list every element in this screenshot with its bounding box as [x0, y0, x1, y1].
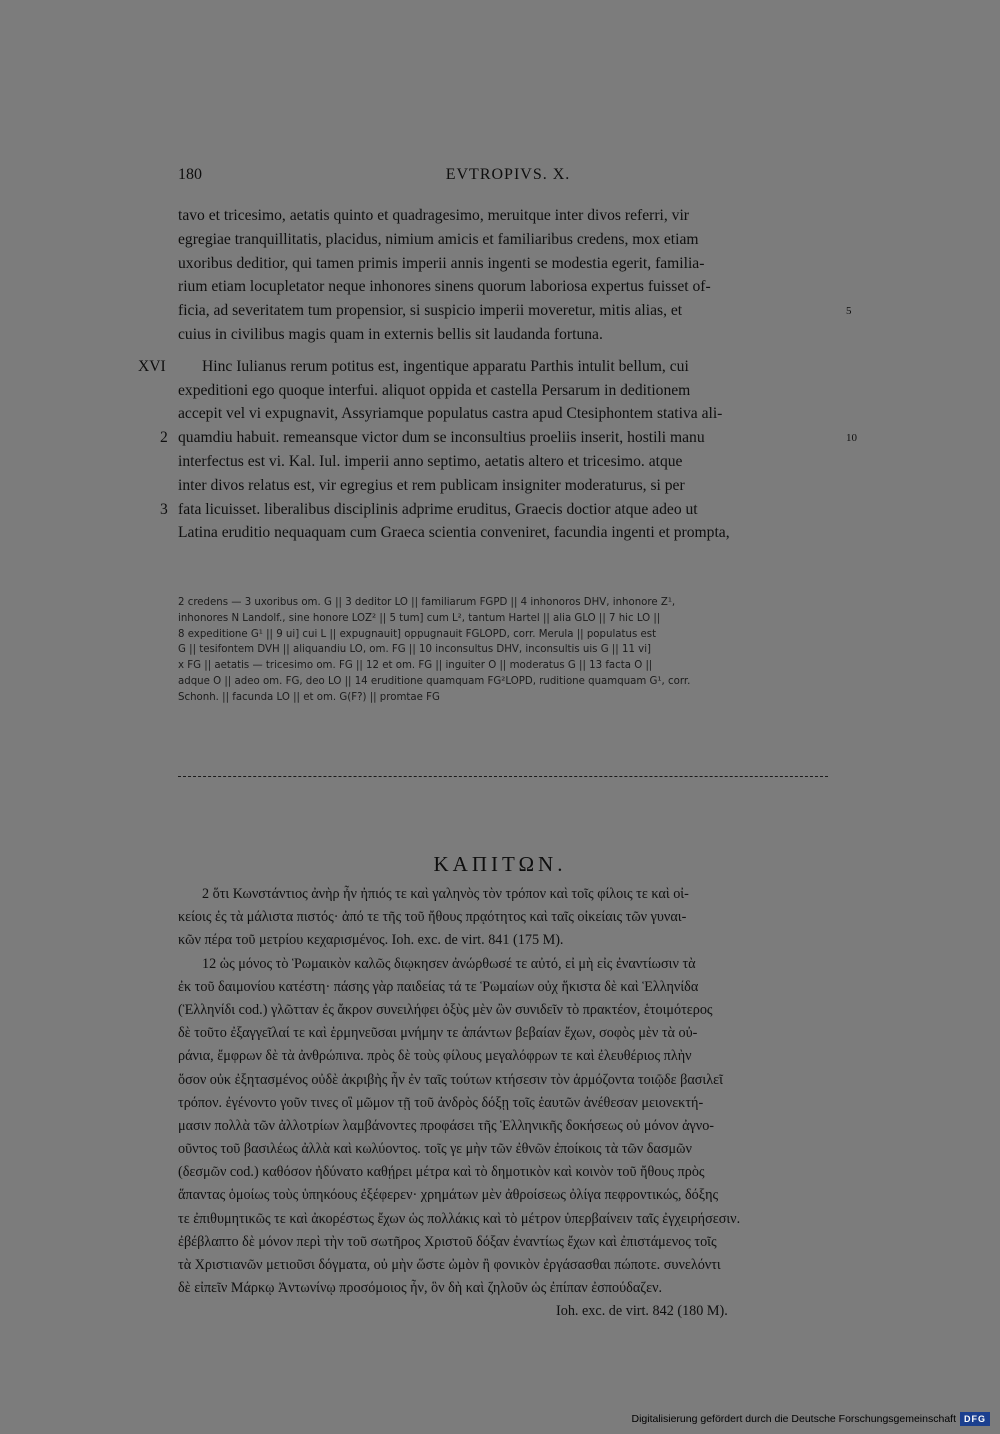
greek-line: τρόπον. ἐγένοντο γοῦν τινες οἳ μῶμον τῇ τοῦ ἀνδρὸς δόξῃ τοῖς ἑαυτῶν ἀνέθεσαν μειονεκτή-: [178, 1094, 704, 1111]
running-title: EVTROPIVS. X.: [445, 166, 571, 183]
text-line: [178, 402, 840, 426]
greek-line: δὲ τοῦτο ἐξαγγεῖλαί τε καὶ ἑρμηνεῦσαι μνήμην τε ἁπάντων βεβαίαν ἔχων, σοφὸς μὲν τὰ οὐ-: [178, 1025, 698, 1042]
latin-text-block: [138, 204, 857, 545]
greek-text-block: [178, 883, 840, 1324]
text-line: [178, 275, 840, 299]
line-text: cuius in civilibus magis quam in externis bellis sit laudanda fortuna.: [178, 325, 603, 343]
line-text: ficia, ad severitatem tum propensior, si suspicio imperii moveretur, mitis alias, et: [178, 302, 683, 320]
source-reference: Ioh. exc. de virt. 842 (180 M).: [556, 1303, 728, 1320]
footer-text: Digitalisierung gefördert durch die Deutsche Forschungsgemeinschaft: [631, 1413, 956, 1425]
greek-line: μασιν πολλὰ τῶν ἀλλοτρίων λαμβάνοντες προφάσει τῆς Ἑλληνικῆς δοκήσεως οὐ μόνον ἀγνο-: [178, 1117, 715, 1134]
line-text: Latina eruditio nequaquam cum Graeca scientia conveniret, facundia ingenti et prompta,: [178, 524, 730, 542]
line-text: egregiae tranquillitatis, placidus, nimium amicis et familiaribus credens, mox etiam: [178, 230, 699, 248]
greek-line: 12 ὡς μόνος τὸ Ῥωμαικὸν καλῶς διῳκησεν ἀνώρθωσέ τε αὐτό, εἰ μὴ εἰς ἐναντίωσιν τὰ: [202, 955, 696, 972]
greek-line: τὰ Χριστιανῶν μετιοῦσι δόγματα, οὐ μὴν ὥστε ὠμὸν ἢ φονικὸν ἐργάσασθαι πώποτε. συνελόντι: [178, 1257, 721, 1273]
text-line: [178, 204, 840, 228]
greek-line: οῦντος τοῦ βασιλέως ἀλλὰ καὶ κωλύοντος. τοῖς γε μὴν τῶν ἐθνῶν ἐποίκοις τὰ τῶν δασμῶν: [178, 1141, 692, 1158]
greek-line: ἅπαντας ὁμοίως τοὺς ὑπηκόους ἐξέφερεν· χρημάτων μὲν ἀθροίσεως ὀλίγα πεφροντικώς, δόξης: [178, 1187, 719, 1204]
greek-line: 2 ὅτι Κωνστάντιος ἀνὴρ ἦν ἠπιός τε καὶ γαληνὸς τὸν τρόπον καὶ τοῖς φίλοις τε καὶ οἰ-: [202, 886, 689, 902]
apparatus-line: x FG || aetatis — tricesimo om. FG || 12 et om. FG || inguiter O || moderatus G || 13 facta O ||: [178, 660, 653, 672]
line-text: Hinc Iulianus rerum potitus est, ingentique apparatu Parthis intulit bellum, cui: [202, 357, 689, 375]
text-line: [178, 379, 840, 403]
page-header: [178, 166, 838, 190]
text-line: [178, 252, 840, 276]
page-number: 180: [178, 166, 202, 183]
line-text: quamdiu habuit. remeansque victor dum se inconsultius proeliis inserit, hostili manu: [178, 429, 705, 447]
text-line: [178, 450, 840, 474]
line-text: expeditioni ego quoque interfui. aliquot oppida et castella Persarum in deditionem: [178, 381, 691, 399]
text-line: [138, 355, 840, 379]
greek-line: κείοις ἐς τὰ μάλιστα πιστός· ἀπό τε τῆς τοῦ ἤθους πρᾳότητος καὶ ταῖς οἰκείαις τῶν γυναι-: [178, 909, 687, 926]
margin-section-number: 3: [160, 500, 168, 518]
text-line: [178, 521, 840, 545]
paragraph-gap: [178, 347, 840, 355]
line-text: uxoribus deditior, qui tamen primis imperii annis ingenti se modestia egerit, familia-: [178, 254, 705, 272]
critical-apparatus: [178, 595, 840, 706]
margin-section-number: XVI: [138, 357, 166, 375]
dfg-logo: DFG: [960, 1412, 990, 1426]
greek-line: ἐβέβλαπτο δὲ μόνον περὶ τὴν τοῦ σωτῆρος Χριστοῦ δόξαν ἐναντίως ἔχων καὶ ἐπιστάμενος τοῖς: [178, 1233, 717, 1250]
footer-credit: [631, 1412, 990, 1426]
line-text: accepit vel vi expugnavit, Assyriamque populatus castra apud Ctesiphontem stativa ali-: [178, 405, 723, 423]
greek-section-title: ΚΑΠΙΤΩΝ.: [433, 852, 567, 876]
margin-line-number: 10: [846, 432, 857, 445]
text-line: [178, 323, 840, 347]
greek-line: δὲ εἰπεῖν Μάρκῳ Ἀντωνίνῳ προσόμοιος ἦν, ὃν δὴ καὶ ζηλοῦν ὡς ἐπίπαν ἐσπούδαζεν.: [178, 1280, 663, 1297]
greek-line: κῶν πέρα τοῦ μετρίου κεχαρισμένος. Ioh. exc. de virt. 841 (175 M).: [178, 932, 564, 949]
line-text: fata licuisset. liberalibus disciplinis adprime eruditus, Graecis doctior atque adeo ut: [178, 500, 698, 518]
greek-line: τε ἐπιθυμητικῶς τε καὶ ἀκορέστως ἔχων ὡς πολλάκις καὶ τὸ μέτρον ὑπερβαίνειν ταῖς ἐγχειρήσεσιν.: [178, 1210, 741, 1227]
greek-line: ὅσον οὐκ ἐξητασμένος οὐδὲ ἀκριβὴς ἦν ἐν ταῖς τούτων κτήσεσιν τὸν ἁρμόζοντα τοιῷδε βασιλεῖ: [178, 1071, 723, 1088]
text-line: [178, 474, 840, 498]
apparatus-line: inhonores N Landolf., sine honore LOZ² || 5 tum] cum L², tantum Hartel || alia GLO || 7 hic LO ||: [178, 612, 661, 624]
margin-line-number: 5: [846, 305, 852, 318]
text-line: [178, 228, 840, 252]
apparatus-line: 2 credens — 3 uxoribus om. G || 3 deditor LO || familiarum FGPD || 4 inhonoros DHV, inhonore Z¹,: [178, 597, 676, 608]
text-line: [178, 299, 852, 323]
text-line: [160, 426, 857, 450]
greek-line: ἐκ τοῦ δαιμονίου κατέστη· πάσης γὰρ παιδείας τά τε Ῥωμαίων οὐχ ἥκιστα δὲ καὶ Ἑλληνίδα: [178, 978, 699, 995]
margin-section-number: 2: [160, 429, 168, 447]
line-text: interfectus est vi. Kal. Iul. imperii anno septimo, aetatis altero et tricesimo. atque: [178, 452, 683, 470]
greek-line: (δεσμῶν cod.) καθόσον ἠδύνατο καθῄρει μέτρα καὶ τὸ δημοτικὸν καὶ κοινὸν τοῦ ἤθους πρὸς: [178, 1164, 705, 1181]
greek-line: (Ἑλληνίδι cod.) γλῶτταν ἐς ἄκρον συνειλήφει ὀξὺς μὲν ὢν συνιδεῖν τὸ πρακτέον, ἑτοιμότερος: [178, 1001, 713, 1018]
apparatus-line: G || tesifontem DVH || aliquandiu LO, om. FG || 10 inconsultus DHV, inconsultis uis G || 11 vi]: [178, 644, 651, 656]
line-text: rium etiam locupletator neque inhonores sinens quorum laboriosa expertus fuisset of-: [178, 278, 711, 296]
line-text: tavo et tricesimo, aetatis quinto et quadragesimo, meruitque inter divos referri, vir: [178, 207, 689, 224]
line-text: inter divos relatus est, vir egregius et rem publicam insigniter moderaturus, si per: [178, 476, 685, 494]
apparatus-line: Schonh. || facunda LO || et om. G(F?) || promtae FG: [178, 691, 440, 703]
section-divider: [178, 776, 828, 777]
apparatus-line: 8 expeditione G¹ || 9 ui] cui L || expugnauit] oppugnauit FGLOPD, corr. Merula || populatus est: [178, 628, 657, 640]
apparatus-line: adque O || adeo om. FG, deo LO || 14 eruditione quamquam FG²LOPD, ruditione quamquam G¹, corr.: [178, 675, 691, 687]
text-line: [160, 498, 840, 522]
greek-line: ράνια, ἔμφρων δὲ τὰ ἀνθρώπινα. πρὸς δὲ τοὺς φίλους μεγαλόφρων τε καὶ ἐλευθέριος πλὴν: [178, 1048, 692, 1065]
